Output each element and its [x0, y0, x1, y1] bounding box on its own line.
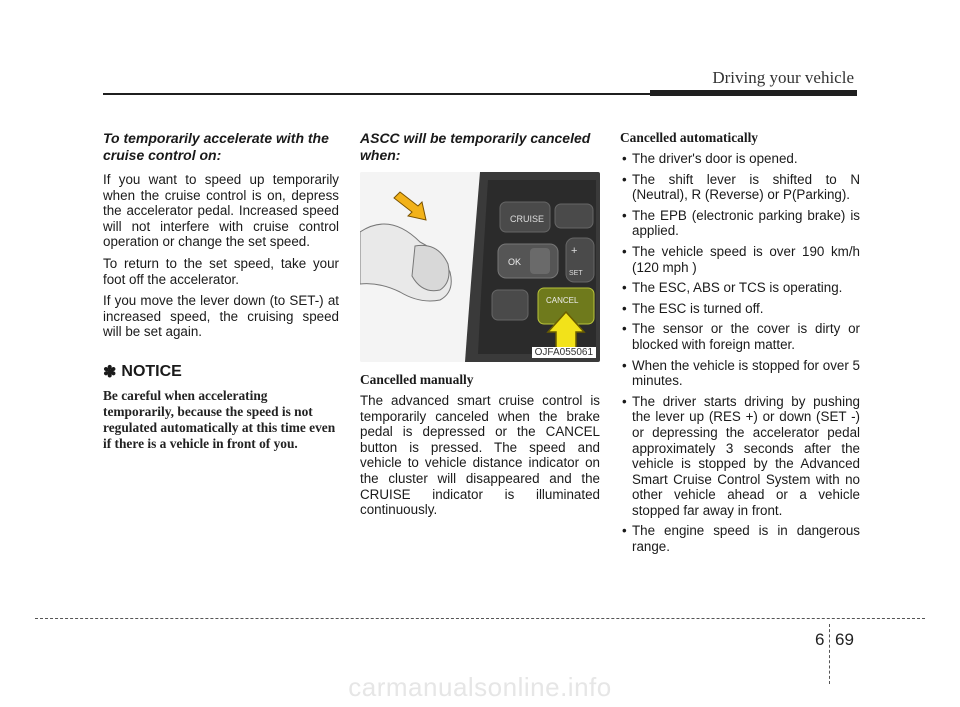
subheading-ascc-canceled: ASCC will be temporarily canceled when:: [360, 130, 591, 163]
watermark: carmanualsonline.info: [348, 672, 612, 702]
steering-wheel-controls-figure: [360, 172, 600, 362]
column-middle: [360, 130, 600, 524]
paragraph: If you want to speed up temporarily when the cruise control is on, depress the accelerator pedal. Increased speed will not interfere with cruise control operation or change the set speed.: [103, 172, 339, 250]
list-item: • The engine speed is in dangerous range.: [620, 523, 860, 554]
list-item: • The EPB (electronic parking brake) is applied.: [620, 208, 860, 239]
list-item: • The driver's door is opened.: [620, 151, 860, 167]
page-number: 69: [835, 630, 854, 649]
column-left: [103, 130, 339, 452]
cruise-button-label: CRUISE: [510, 214, 545, 224]
header-rule-accent: [650, 90, 857, 96]
section-number: 6: [815, 630, 825, 649]
notice-icon: ✽: [103, 363, 117, 381]
subheading-cancelled-manually: Cancelled manually: [360, 372, 474, 387]
cancel-button-label: CANCEL: [546, 296, 579, 305]
cancel-conditions-list: [620, 151, 860, 555]
paragraph: The advanced smart cruise control is temporarily canceled when the brake pedal is depressed or the CANCEL button is pressed. The speed and vehicle to vehicle distance indicator on the cluster will disappeared and the CRUISE indicator is illuminated continuously.: [360, 393, 600, 518]
subheading-cancelled-automatically: Cancelled automatically: [620, 130, 758, 145]
notice-text: Be careful when accelerating temporarily, because the speed is not regulated automatically at this time even if there is a vehicle in front of you.: [103, 387, 336, 451]
list-item: • The shift lever is shifted to N (Neutral), R (Reverse) or P(Parking).: [620, 172, 860, 203]
ok-button-label: OK: [508, 257, 522, 267]
paragraph: If you move the lever down (to SET-) at increased speed, the cruising speed will be set again.: [103, 293, 339, 340]
list-item: • The vehicle speed is over 190 km/h (120 mph ): [620, 244, 860, 275]
svg-text:+: +: [571, 245, 578, 257]
footer-rule: [35, 618, 925, 619]
set-lever-label: SET: [569, 270, 583, 277]
notice-label: NOTICE: [121, 362, 182, 380]
header-title: Driving your vehicle: [712, 68, 854, 87]
paragraph: To return to the set speed, take your foot off the accelerator.: [103, 255, 339, 287]
list-item: • The ESC is turned off.: [620, 301, 860, 317]
list-item: • When the vehicle is stopped for over 5 minutes.: [620, 358, 860, 389]
list-item: • The ESC, ABS or TCS is operating.: [620, 280, 860, 296]
steering-wheel-illustration: [360, 172, 600, 362]
list-item: • The driver starts driving by pushing the lever up (RES +) or down (SET -) or depressing the accelerator pedal approximately 3 seconds after the vehicle is stopped by the Advanced Smart Cruise Control System with no other vehicle ahead or a vehicle stopped far away in front.: [620, 394, 860, 519]
notice-heading: [103, 362, 339, 382]
figure-caption: OJFA055061: [532, 347, 596, 358]
subheading-temporarily-accelerate: To temporarily accelerate with the cruise control on:: [103, 130, 329, 163]
list-item: • The sensor or the cover is dirty or blocked with foreign matter.: [620, 321, 860, 352]
column-right: [620, 130, 860, 560]
